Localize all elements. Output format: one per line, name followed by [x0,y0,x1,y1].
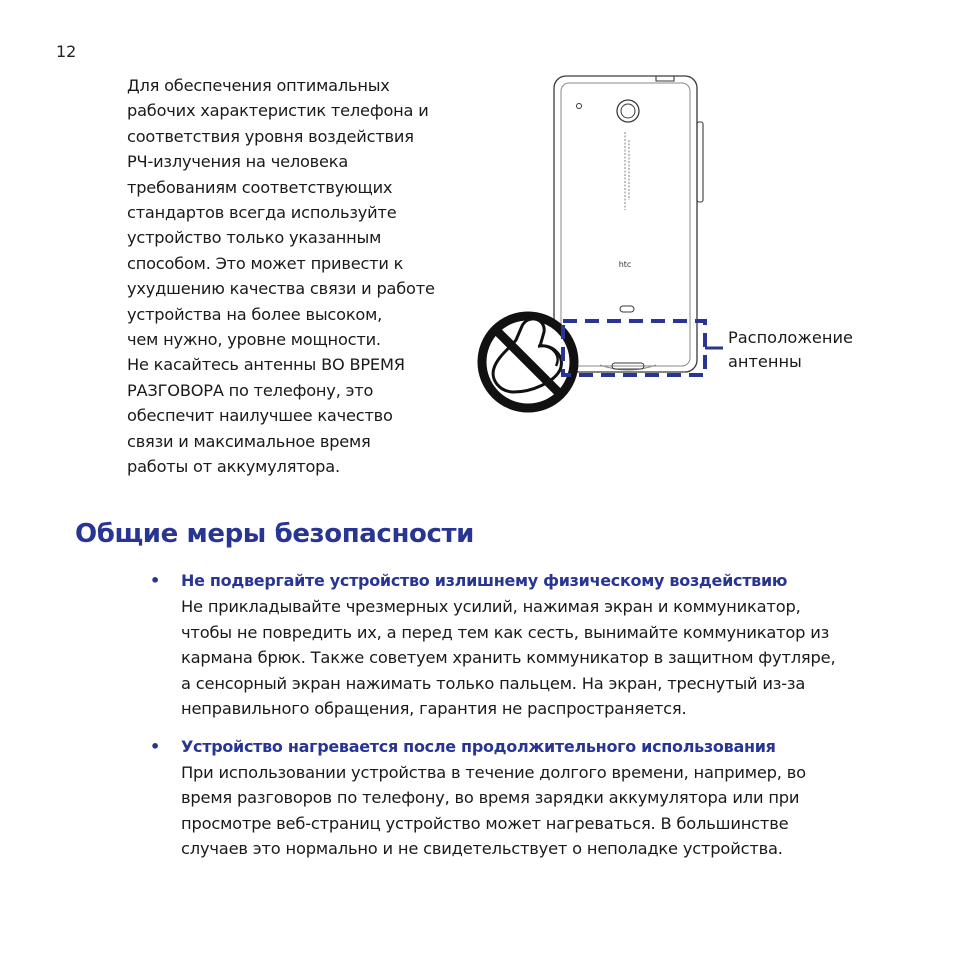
body-line: При использовании устройства в течение долгого времени, например, во [181,762,806,782]
intro-line: рабочих характеристик телефона и [127,101,429,121]
list-item [150,568,890,722]
body-line: Не прикладывайте чрезмерных усилий, нажимая экран и коммуникатор, [181,597,801,616]
intro-line: требованиям соответствующих [127,177,393,197]
bullet-icon: • [150,571,161,590]
intro-line: связи и максимальное время [127,431,371,451]
list-item-body [181,760,890,862]
body-line: а сенсорный экран нажимать только пальцем. На экран, треснутый из-за [181,673,806,693]
antenna-instructions [127,73,467,480]
list-item-heading: Не подвергайте устройство излишнему физическому воздействию [181,571,788,590]
list-item-body [181,594,890,722]
intro-line: стандартов всегда используйте [127,203,397,223]
intro-line: устройство только указанным [127,228,382,248]
list-item-heading: Устройство нагревается после продолжительного использования [181,736,776,756]
regulatory-text-mark [625,132,629,210]
list-item [150,734,890,862]
antenna-label-line: Расположение [728,328,853,347]
phone-logo: htc [618,260,632,269]
body-line: время разговоров по телефону, во время зарядки аккумулятора или при [181,788,800,807]
body-line: случаев это нормально и не свидетельствует о неполадке устройства. [181,839,783,858]
safety-list [150,568,890,874]
antenna-label-line: антенны [728,352,802,371]
body-line: кармана брюк. Также советуем хранить коммуникатор в защитном футляре, [181,648,836,667]
intro-line: ухудшению качества связи и работе [127,279,435,299]
page-number: 12 [56,42,77,61]
bullet-icon: • [150,736,161,756]
intro-line: РЧ-излучения на человека [127,152,349,172]
body-line: неправильного обращения, гарантия не распространяется. [181,699,687,718]
intro-line: обеспечит наилучшее качество [127,406,393,426]
body-line: просмотре веб-страниц устройство может нагреваться. В большинстве [181,813,789,833]
antenna-area-box [563,321,705,375]
section-title: Общие меры безопасности [75,519,474,549]
no-touch-icon [482,316,574,408]
antenna-location-label [728,326,898,374]
intro-line: Для обеспечения оптимальных [127,76,390,95]
intro-line: работы от аккумулятора. [127,457,340,477]
intro-line: устройства на более высоком, [127,304,383,324]
intro-line: способом. Это может привести к [127,253,404,273]
intro-line: соответствия уровня воздействия [127,126,414,146]
intro-line: чем нужно, уровне мощности. [127,330,381,350]
phone-back-drawing [554,76,703,372]
body-line: чтобы не повредить их, а перед тем как сесть, вынимайте коммуникатор из [181,622,830,642]
intro-line: Не касайтесь антенны ВО ВРЕМЯ [127,355,405,375]
intro-line: РАЗГОВОРА по телефону, это [127,380,374,400]
